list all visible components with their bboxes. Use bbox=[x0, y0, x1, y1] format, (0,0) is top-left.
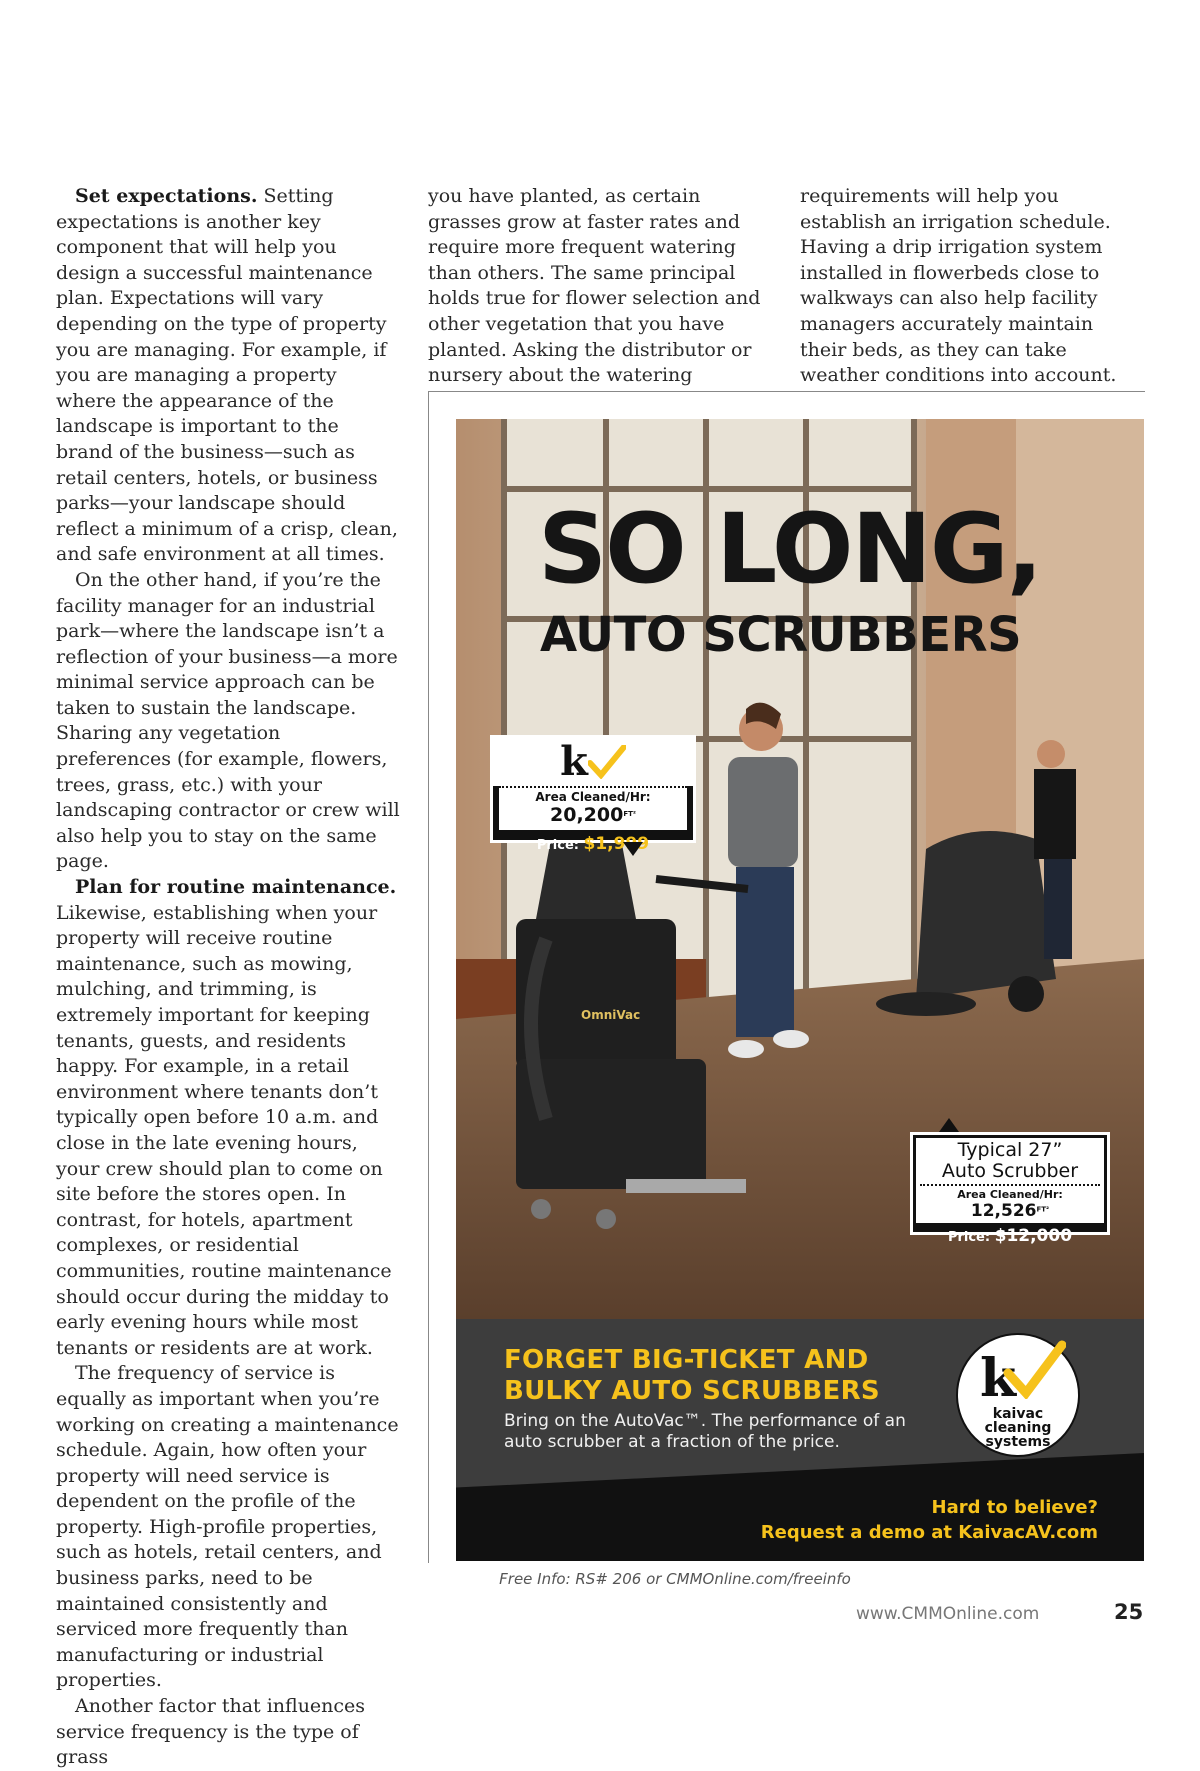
divider-horizontal bbox=[428, 391, 1145, 392]
brand-name-line3: systems bbox=[985, 1434, 1051, 1450]
price-value: $1,999 bbox=[583, 834, 650, 854]
page-number: 25 bbox=[1114, 1600, 1144, 1624]
paragraph: Another factor that influences service frequency is the type of grass bbox=[56, 1695, 366, 1769]
price-value: $12,000 bbox=[994, 1226, 1073, 1246]
paragraph-text: Likewise, establishing when your property will receive routine maintenance, such as mowing, mulching, and trimming, is extremely important for keeping tenants, guests, and residents happy. For example, in a retail environment where tenants don’t typically open before 10 a.m. and close in the late evening hours, your crew should plan to come on site before the stores open. In contrast, for hotels, apartment complexes, or residential communities, routine maintenance should occur during the midday to early evening hours while most tenants or residents are at work. bbox=[56, 901, 392, 1359]
area-label: Area Cleaned/Hr: bbox=[535, 790, 651, 804]
article-column-2 bbox=[428, 184, 773, 389]
checkmark-icon bbox=[588, 745, 626, 779]
area-unit: FT² bbox=[623, 810, 636, 818]
ad-band-heading-line2: BULKY AUTO SCRUBBERS bbox=[504, 1376, 880, 1406]
kaivac-price bbox=[493, 830, 693, 854]
price-label: Price: bbox=[947, 1230, 991, 1245]
autovac-brand-label: OmniVac bbox=[581, 1008, 641, 1022]
paragraph: On the other hand, if you’re the facility manager for an industrial park—where the landscape isn’t a reflection of your business—a more minimal service approach can be taken to sustain the landscape. Sharing any vegetation preferences (for example, flowers, trees, grass, etc.) with your landscaping contractor or crew will also help you to stay on the same page. bbox=[56, 568, 400, 873]
paragraph bbox=[56, 875, 401, 1361]
checkmark-icon bbox=[1002, 1339, 1066, 1399]
kaivac-k-mark: k bbox=[980, 1348, 1017, 1409]
callout-pointer bbox=[939, 1118, 959, 1132]
subhead-set-expectations: Set expectations. bbox=[75, 185, 258, 207]
paragraph: requirements will help you establish an irrigation schedule. Having a drip irrigation system installed in flowerbeds close to walkways can also help facility managers accurately maintain their beds, as they can take weather conditions into account. bbox=[800, 185, 1117, 387]
kaivac-logo bbox=[493, 738, 693, 786]
area-label: Area Cleaned/Hr: bbox=[957, 1188, 1063, 1201]
area-value: 20,200 bbox=[550, 804, 624, 826]
ad-call-to-action bbox=[761, 1495, 1098, 1545]
area-unit: FT² bbox=[1036, 1205, 1050, 1214]
kaivac-area-cleaned bbox=[499, 786, 687, 830]
brand-name-line1: kaivac bbox=[992, 1406, 1044, 1422]
paragraph bbox=[56, 184, 401, 568]
paragraph-text: Setting expectations is another key component that will help you design a successful maintenance plan. Expectations will vary depending on the type of property you are managing. For example, if you are managing a property where the appearance of the landscape is important to the brand of the business—such as retail centers, hotels, or business parks—your landscape should reflect a minimum of a crisp, clean, and safe environment at all times. bbox=[56, 185, 398, 566]
typical-price bbox=[913, 1223, 1107, 1246]
divider-vertical bbox=[428, 391, 429, 1563]
article-column-1 bbox=[56, 184, 401, 1771]
free-info-line: Free Info: RS# 206 or CMMOnline.com/freeinfo bbox=[499, 1570, 851, 1588]
ad-band-heading bbox=[504, 1345, 880, 1407]
area-value: 12,526 bbox=[970, 1201, 1037, 1221]
cta-line1: Hard to believe? bbox=[931, 1497, 1098, 1518]
kaivac-brand-logo bbox=[956, 1333, 1080, 1457]
price-label: Price: bbox=[536, 838, 579, 853]
kaivac-brand-name bbox=[958, 1407, 1078, 1449]
paragraph: The frequency of service is equally as important when you’re working on creating a maintenance schedule. Again, how often your property will need service is dependent on the profile of the property. High-profile properties, such as hotels, retail centers, and business parks, need to be maintained consistently and serviced more frequently than manufacturing or industrial properties. bbox=[56, 1362, 399, 1692]
typical-scrubber-box bbox=[916, 1138, 1104, 1223]
callout-pointer bbox=[623, 842, 643, 856]
kaivac-spec-callout bbox=[490, 735, 696, 854]
ad-bottom-band bbox=[456, 1319, 1144, 1561]
typical-title-line2: Auto Scrubber bbox=[941, 1160, 1079, 1182]
ad-band-body: Bring on the AutoVac™. The performance of an auto scrubber at a fraction of the price. bbox=[504, 1411, 906, 1452]
ad-band-heading-line1: FORGET BIG-TICKET AND bbox=[504, 1345, 869, 1375]
paragraph: you have planted, as certain grasses grow at faster rates and require more frequent watering than others. The same principal holds true for flower selection and other vegetation that you have planted. Asking the distributor or nursery about the watering bbox=[428, 185, 761, 387]
kaivac-advertisement bbox=[456, 419, 1144, 1561]
typical-area-cleaned bbox=[920, 1184, 1100, 1221]
ad-headline: SO LONG, bbox=[538, 493, 1042, 605]
subhead-routine-maintenance: Plan for routine maintenance. bbox=[75, 876, 397, 899]
article-column-3 bbox=[800, 184, 1145, 389]
ad-subheadline: AUTO SCRUBBERS bbox=[540, 607, 1022, 663]
brand-name-line2: cleaning bbox=[984, 1420, 1052, 1436]
typical-title-line1: Typical 27” bbox=[957, 1139, 1063, 1161]
footer-website: www.CMMOnline.com bbox=[856, 1604, 1040, 1624]
kaivac-k-mark: k bbox=[560, 738, 588, 785]
typical-scrubber-callout bbox=[910, 1132, 1110, 1246]
cta-demo-link[interactable]: Request a demo at KaivacAV.com bbox=[760, 1522, 1098, 1543]
